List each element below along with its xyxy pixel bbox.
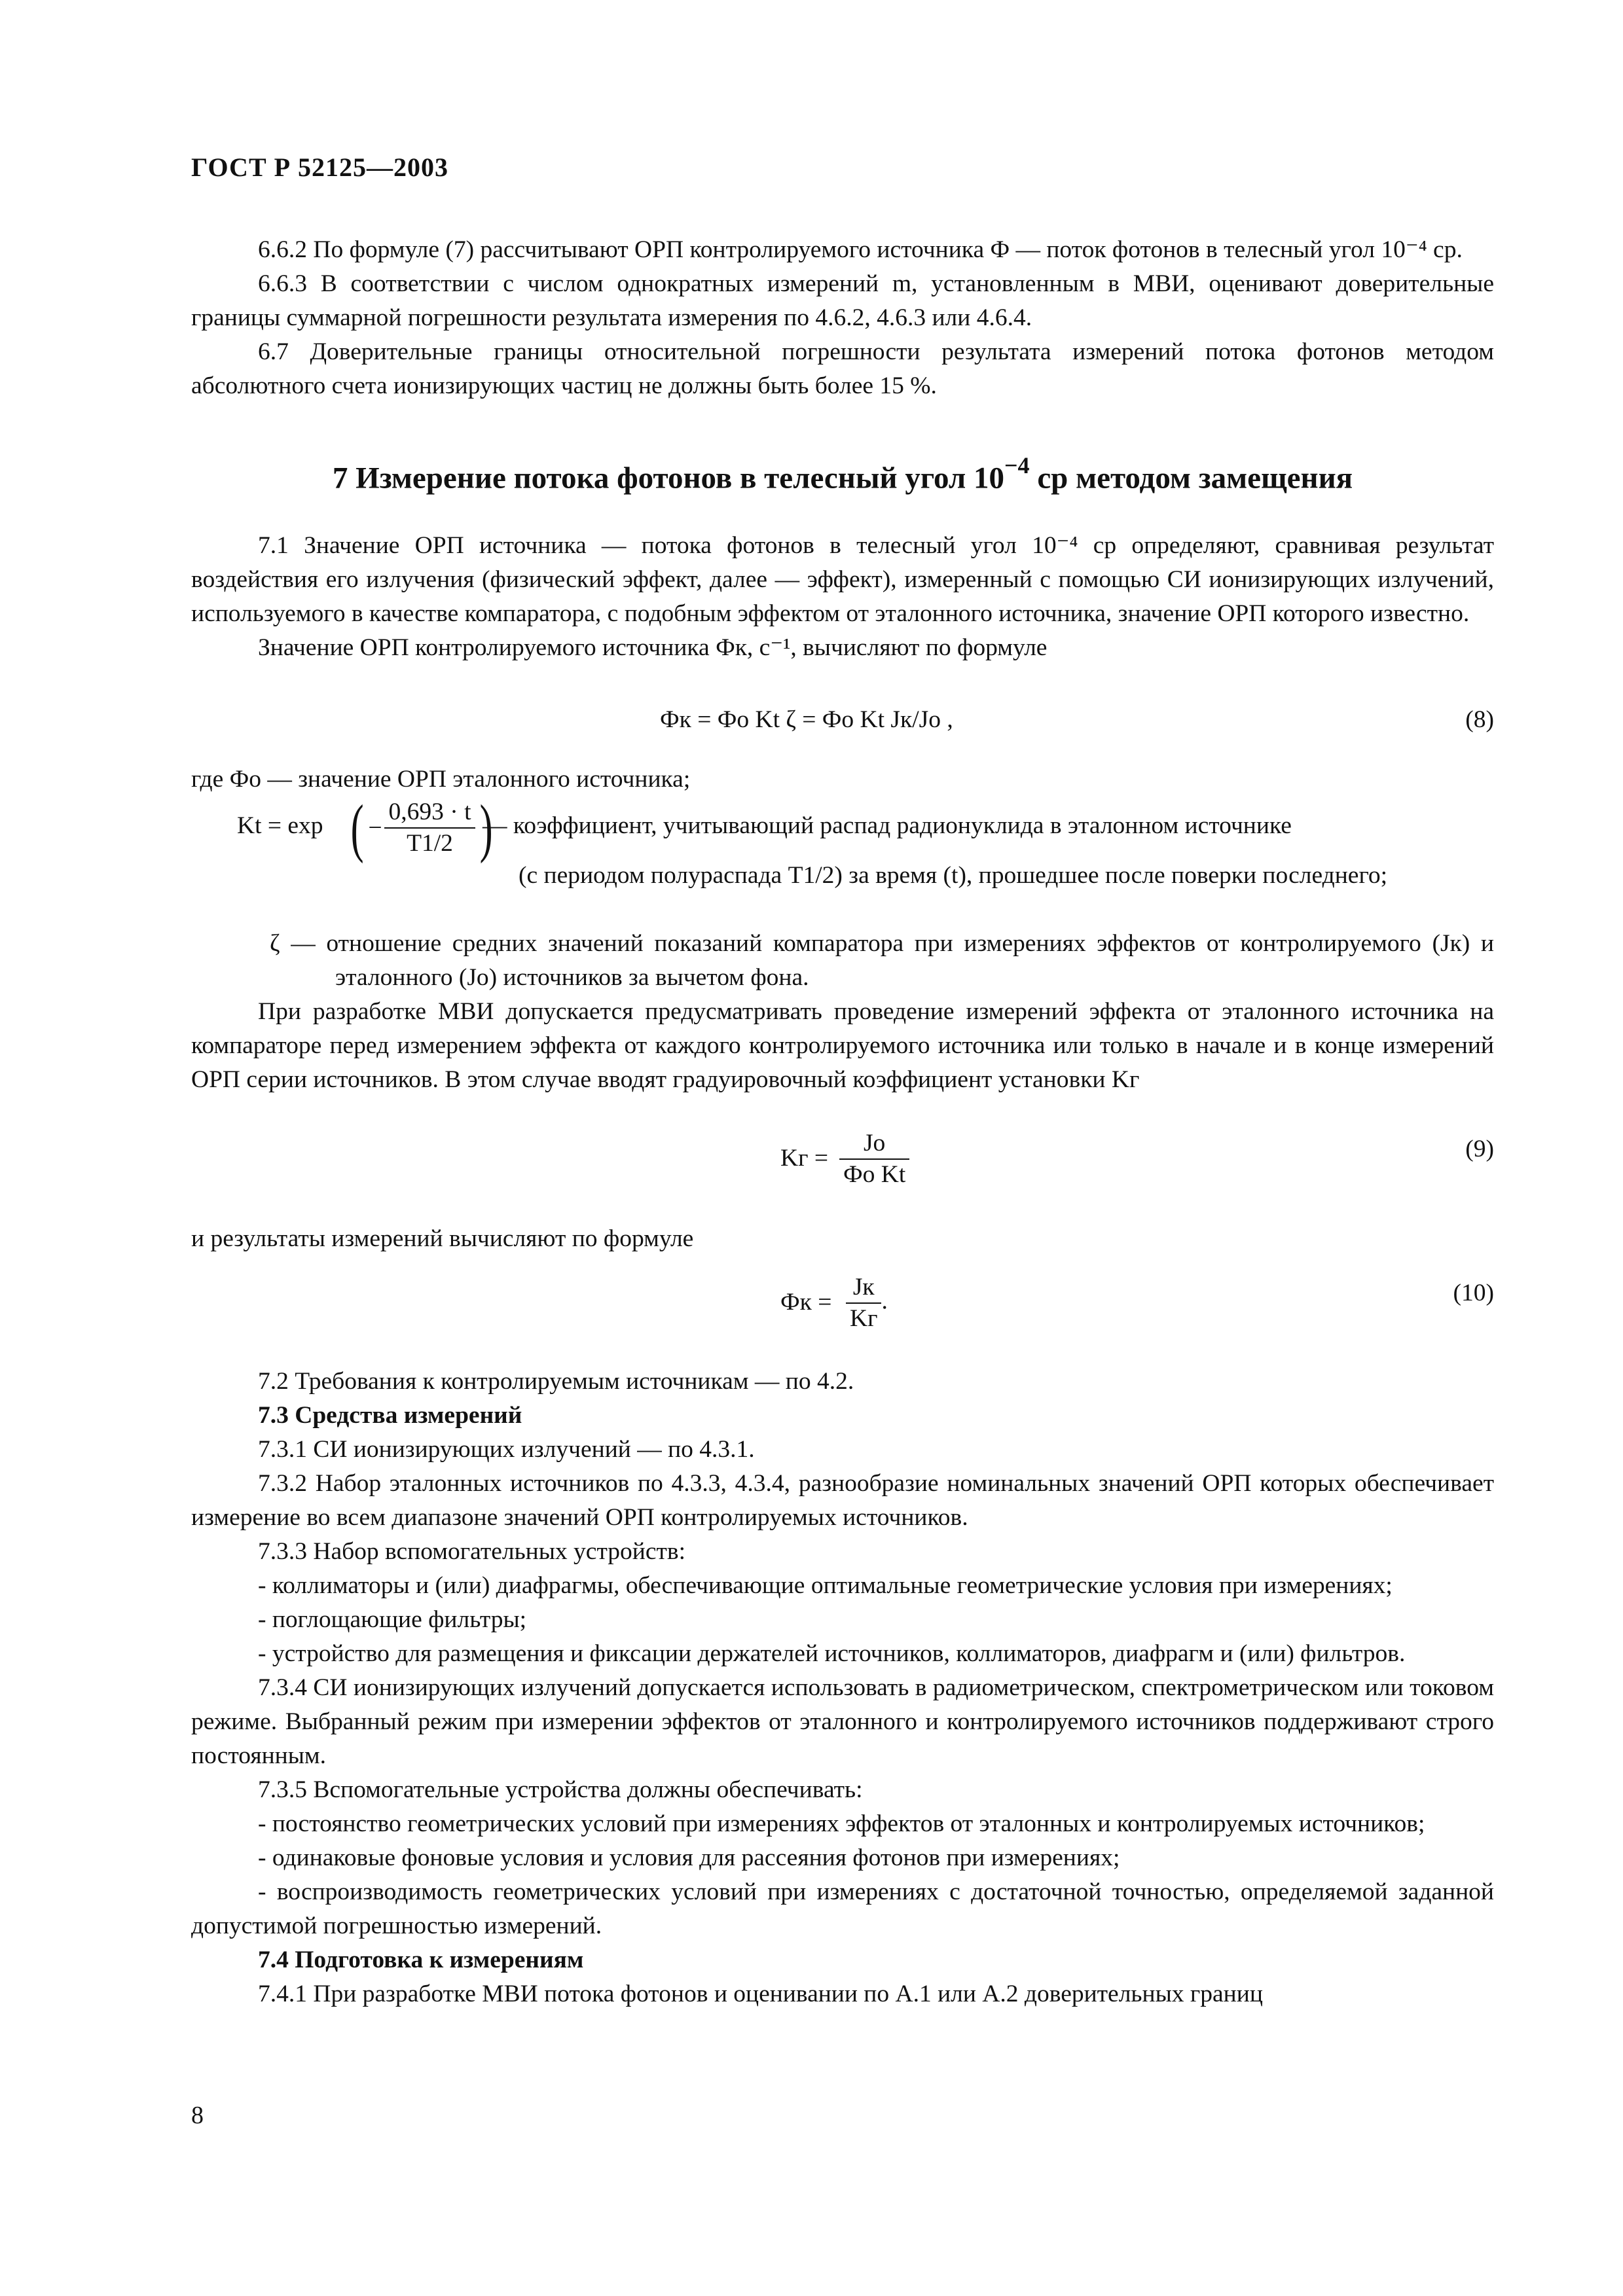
paragraph-7-3-5: 7.3.5 Вспомогательные устройства должны обеспечивать: (258, 1776, 863, 1803)
standard-id: ГОСТ Р 52125—2003 (191, 152, 449, 182)
paragraph-7-3-2: 7.3.2 Набор эталонных источников по 4.3.3, 4.3.4, разнообразие номинальных значений ОРП которых обеспечивает измерение во всем диапазоне значений ОРП контролируемых источников. (191, 1470, 1494, 1531)
kt-description: — коэффициент, учитывающий распад радионуклида в эталонном источнике (483, 812, 1292, 839)
list-item-7-3-3-c: - устройство для размещения и фиксации держателей источников, коллиматоров, диафрагм и (или) фильтров. (258, 1640, 1406, 1667)
paragraph-6-6-3: 6.6.3 В соответствии с числом однократных измерений m, установленным в МВИ, оценивают доверительные границы суммарной погрешности результата измерения по 4.6.2, 4.6.3 или 4.6.4. (191, 270, 1494, 331)
paragraph-7-4-1: 7.4.1 При разработке МВИ потока фотонов и оценивании по А.1 или А.2 доверительных границ (258, 1981, 1263, 2007)
heading-7-4: 7.4 Подготовка к измерениям (258, 1946, 584, 1973)
list-item-7-3-5-c: - воспроизводимость геометрических условий при измерениях с достаточной точностью, определяемой заданной допустимой погрешностью измерений. (191, 1878, 1494, 1939)
formula-10-lhs: Фк = (780, 1289, 832, 1316)
formula-10-rhs (846, 1272, 888, 1334)
left-paren: ( (350, 791, 364, 864)
results-intro: и результаты измерений вычисляют по формуле (191, 1225, 694, 1252)
section-7-title (191, 452, 1494, 496)
section-7-1 (191, 529, 1494, 665)
formula-9-lhs: Kг = (780, 1145, 828, 1172)
section-7-title-tail: ср методом замещения (1029, 461, 1353, 495)
formula-10-period: . (881, 1287, 888, 1315)
paragraph-6-7: 6.7 Доверительные границы относительной погрешности результата измерений потока фотонов методом абсолютного счета ионизирующих частиц не должны быть более 15 %. (191, 338, 1494, 399)
kt-fraction (384, 797, 475, 859)
formula-9-row (191, 1128, 1494, 1200)
formula-10-numerator: Jк (846, 1272, 881, 1304)
formula-9-denominator: Фо Kt (843, 1161, 906, 1188)
list-item-7-3-5-b: - одинаковые фоновые условия и условия для рассеяния фотонов при измерениях; (258, 1844, 1120, 1871)
formula-10-row (191, 1272, 1494, 1344)
formula-9-fraction (839, 1128, 909, 1190)
development-paragraph: При разработке МВИ допускается предусматривать проведение измерений эффекта от эталонного источника на компараторе перед измерением эффекта от каждого контролируемого источника или только в начале и в конце измерений ОРП серии источников. В этом случае вводят градуировочный коэффициент установки Kг (191, 998, 1494, 1093)
section-7-title-text: 7 Измерение потока фотонов в телесный угол 10 (332, 461, 1005, 495)
list-item-7-3-3-a: - коллиматоры и (или) диафрагмы, обеспечивающие оптимальные геометрические условия при измерениях; (258, 1572, 1393, 1599)
right-paren: ) (479, 791, 493, 864)
where-phi0: где Фо — значение ОРП эталонного источника; (191, 766, 691, 793)
section-7-2-onward (191, 1365, 1494, 2011)
kt-expression (346, 791, 497, 864)
formula-10-denominator: Kг (850, 1305, 878, 1332)
paragraph-7-3-1: 7.3.1 СИ ионизирующих излучений — по 4.3.1. (258, 1436, 755, 1463)
heading-7-3: 7.3 Средства измерений (258, 1402, 522, 1429)
section-6-tail (191, 233, 1494, 403)
kt-description-2-wrap (519, 859, 1494, 893)
formula-9-rhs (839, 1128, 909, 1190)
minus-sign: − (368, 814, 382, 842)
formula-8-number: (8) (1465, 706, 1494, 733)
paragraph-7-2: 7.2 Требования к контролируемым источникам — по 4.2. (258, 1368, 854, 1395)
page-number: 8 (191, 2102, 204, 2129)
formula-9-numerator: Jо (839, 1128, 909, 1160)
paragraph-7-3-4: 7.3.4 СИ ионизирующих излучений допускается использовать в радиометрическом, спектрометрическом или токовом режиме. Выбранный режим при измерении эффектов от эталонного и контролируемого источников поддерживают строго постоянным. (191, 1674, 1494, 1769)
paragraph-6-6-2: 6.6.2 По формуле (7) рассчитывают ОРП контролируемого источника Ф — поток фотонов в телесный угол 10⁻⁴ ср. (258, 236, 1463, 263)
formula-8-row (191, 706, 1494, 745)
list-item-7-3-5-a: - постоянство геометрических условий при измерениях эффектов от эталонных и контролируемых источников; (258, 1810, 1425, 1837)
paragraph-7-3-3: 7.3.3 Набор вспомогательных устройств: (258, 1538, 686, 1565)
formula-8: Фк = Фо Kt ζ = Фо Kt Jк/Jо , (660, 706, 953, 733)
kt-numerator: 0,693 · t (384, 797, 475, 829)
formula-10-fraction (846, 1272, 881, 1334)
paragraph-7-1-formula-intro: Значение ОРП контролируемого источника Фк, с⁻¹, вычисляют по формуле (258, 634, 1048, 661)
results-intro-wrap (191, 1222, 1494, 1256)
section-7-title-exponent: −4 (1004, 452, 1030, 478)
where-clause (191, 762, 1494, 797)
kt-denominator: T1/2 (407, 830, 453, 857)
kt-description-2: (с периодом полураспада T1/2) за время (t), прошедшее после поверки последнего; (519, 862, 1388, 889)
kt-lhs: Kt = exp (237, 812, 323, 839)
zeta-definition-wrap (270, 927, 1494, 995)
zeta-definition: ζ — отношение средних значений показаний компаратора при измерениях эффектов от контролируемого (Jк) и эталонного (Jо) источников за вычетом фона. (270, 930, 1494, 991)
formula-10-number: (10) (1453, 1280, 1494, 1306)
paragraph-7-1: 7.1 Значение ОРП источника — потока фотонов в телесный угол 10⁻⁴ ср определяют, сравнивая результат воздействия его излучения (физический эффект, далее — эффект), измеренный с помощью СИ ионизирующих излучений, используемого в качестве компаратора, с подобным эффектом от эталонного источника, значение ОРП которого известно. (191, 532, 1494, 627)
list-item-7-3-3-b: - поглощающие фильтры; (258, 1606, 527, 1633)
development-paragraph-wrap (191, 995, 1494, 1097)
formula-9-number: (9) (1465, 1136, 1494, 1162)
